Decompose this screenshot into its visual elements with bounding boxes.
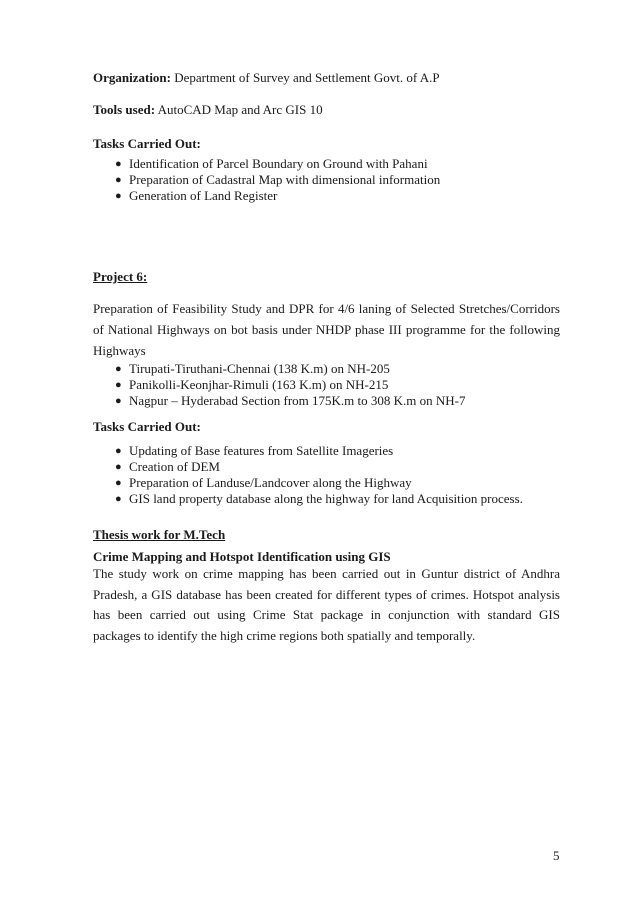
tasks-list-2 xyxy=(93,443,560,507)
thesis-title: Crime Mapping and Hotspot Identification using GIS xyxy=(93,549,391,564)
organization-line xyxy=(93,68,560,87)
list-item: ● Nagpur – Hyderabad Section from 175K.m to 308 K.m on NH-7 xyxy=(115,393,466,408)
bullet-icon: ● xyxy=(115,395,122,407)
list-item: ● Creation of DEM xyxy=(115,459,220,474)
bullet-icon: ● xyxy=(115,477,122,489)
page-number: 5 xyxy=(553,848,560,863)
highways-list xyxy=(93,361,560,409)
list-item: ● GIS land property database along the highway for land Acquisition process. xyxy=(115,491,523,506)
list-item: ● Preparation of Cadastral Map with dimensional information xyxy=(115,172,441,187)
thesis-heading: Thesis work for M.Tech xyxy=(93,527,226,542)
bullet-icon: ● xyxy=(115,379,122,391)
organization-label: Organization: xyxy=(93,70,171,85)
list-item: ● Generation of Land Register xyxy=(115,188,278,203)
tasks-list-1 xyxy=(93,156,560,204)
bullet-icon: ● xyxy=(115,158,122,170)
list-item: ● Updating of Base features from Satellite Imageries xyxy=(115,443,394,458)
list-item: ● Identification of Parcel Boundary on Ground with Pahani xyxy=(115,156,428,171)
project-6-description: Preparation of Feasibility Study and DPR for 4/6 laning of Selected Stretches/Corridors of National Highways on bot basis under NHDP phase III programme for the following Highways xyxy=(93,301,560,358)
tools-value: AutoCAD Map and Arc GIS 10 xyxy=(155,102,323,117)
bullet-icon: ● xyxy=(115,445,122,457)
bullet-icon: ● xyxy=(115,461,122,473)
thesis-body: The study work on crime mapping has been carried out in Guntur district of Andhra Pradesh, a GIS database has been created for different types of crimes. Hotspot analysis has been carried out using Crime Stat package in conjunction with standard GIS packages to identify the high crime regions both spatially and temporally. xyxy=(93,566,560,643)
tools-line xyxy=(93,100,560,119)
project-6-heading: Project 6: xyxy=(93,269,148,284)
list-item: ● Tirupati-Tiruthani-Chennai (138 K.m) on NH-205 xyxy=(115,361,390,376)
list-item: ● Preparation of Landuse/Landcover along the Highway xyxy=(115,475,412,490)
bullet-icon: ● xyxy=(115,493,122,505)
bullet-icon: ● xyxy=(115,190,122,202)
tools-label: Tools used: xyxy=(93,102,156,117)
tasks-heading-1: Tasks Carried Out: xyxy=(93,136,201,151)
organization-value: Department of Survey and Settlement Govt. of A.P xyxy=(171,70,440,85)
bullet-icon: ● xyxy=(115,174,122,186)
bullet-icon: ● xyxy=(115,363,122,375)
list-item: ● Panikolli-Keonjhar-Rimuli (163 K.m) on NH-215 xyxy=(115,377,389,392)
tasks-heading-2: Tasks Carried Out: xyxy=(93,419,201,434)
